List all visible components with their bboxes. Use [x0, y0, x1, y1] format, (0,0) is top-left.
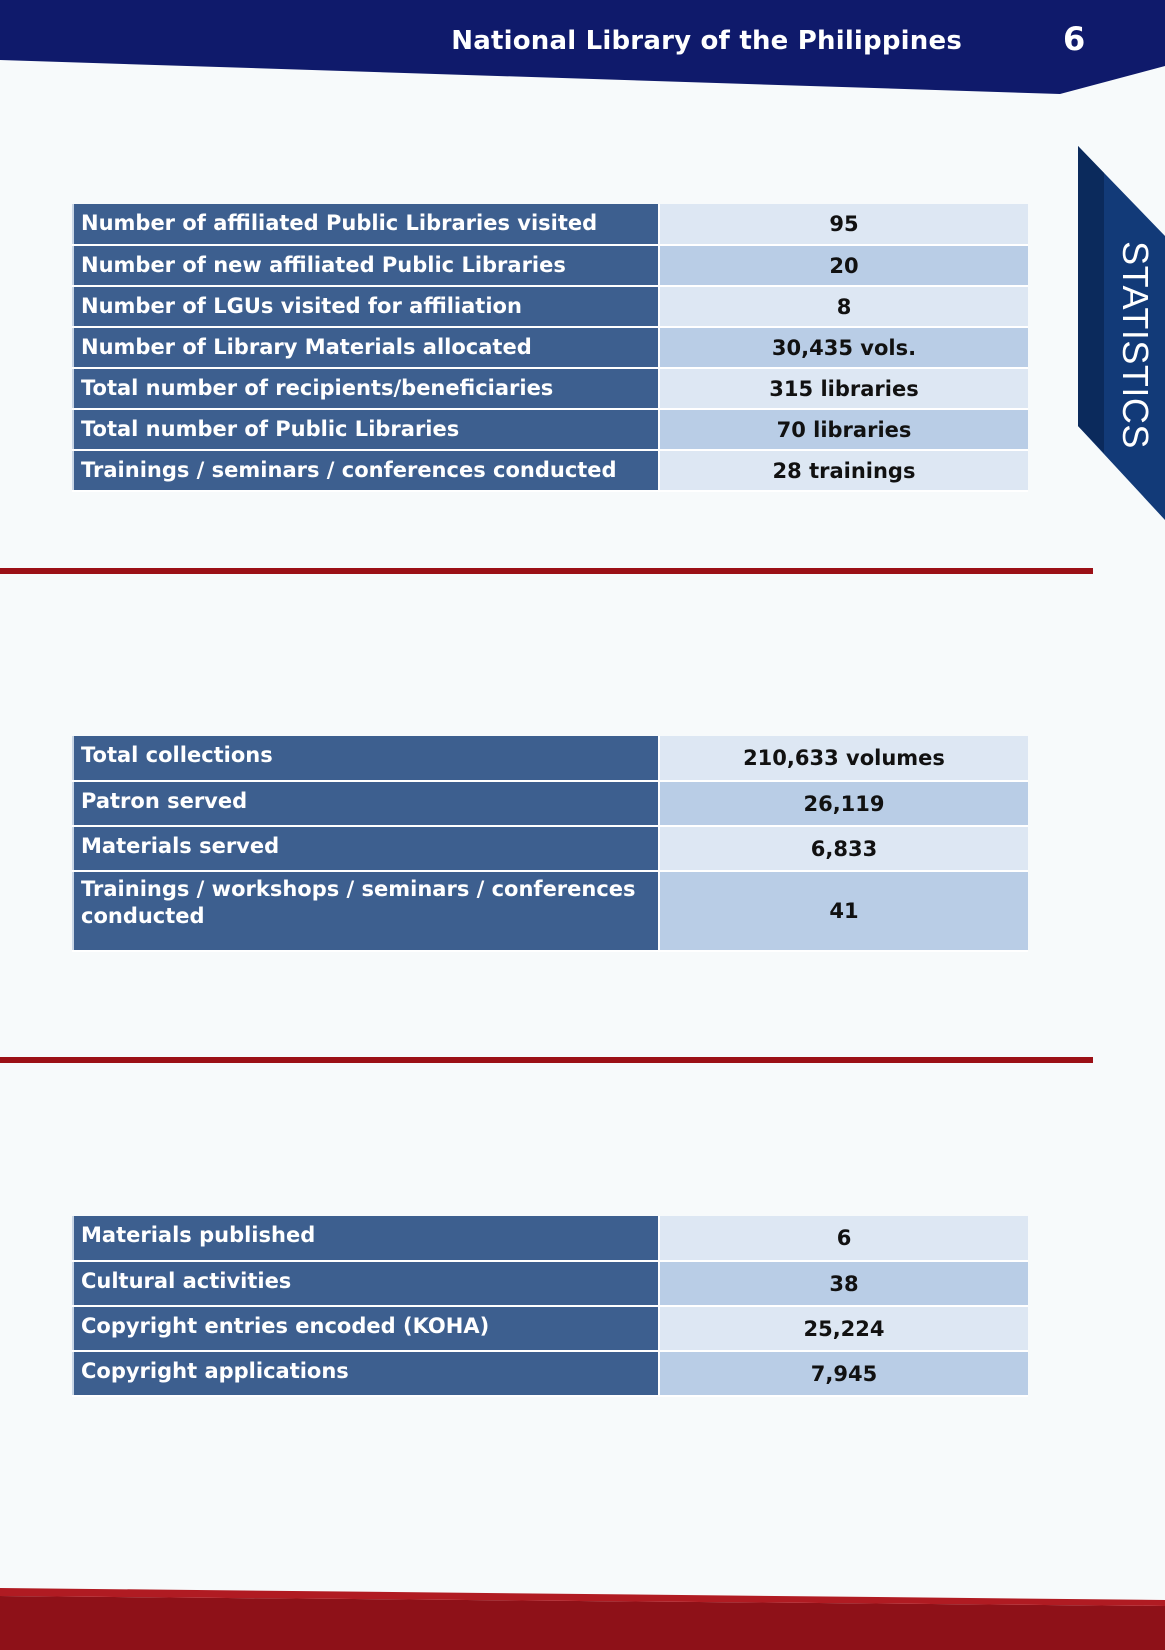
row-label: Copyright applications [73, 1351, 659, 1396]
row-label: Trainings / seminars / conferences conducted [73, 450, 659, 491]
row-value: 41 [659, 871, 1028, 951]
table-row [73, 409, 1028, 450]
row-label: Materials published [73, 1216, 659, 1261]
row-label: Number of LGUs visited for affiliation [73, 286, 659, 327]
section-divider [0, 1057, 1093, 1063]
public-libraries-stats-table [72, 204, 1028, 492]
table-row [73, 871, 1028, 951]
row-label: Cultural activities [73, 1261, 659, 1306]
section-divider [0, 568, 1093, 574]
table-row [73, 245, 1028, 286]
publications-stats-table [72, 1216, 1028, 1397]
row-label: Number of Library Materials allocated [73, 327, 659, 368]
row-value: 70 libraries [659, 409, 1028, 450]
header-title: National Library of the Philippines [451, 26, 962, 56]
table-row [73, 826, 1028, 871]
row-value: 6,833 [659, 826, 1028, 871]
table-row [73, 368, 1028, 409]
row-label: Trainings / workshops / seminars / conferences conducted [73, 871, 659, 951]
table-row [73, 204, 1028, 245]
row-value: 30,435 vols. [659, 327, 1028, 368]
row-value: 315 libraries [659, 368, 1028, 409]
table-row [73, 736, 1028, 781]
side-tab-label: STATISTICS [1115, 241, 1156, 449]
table-row [73, 1306, 1028, 1351]
row-label: Patron served [73, 781, 659, 826]
row-value: 8 [659, 286, 1028, 327]
row-label: Total collections [73, 736, 659, 781]
row-value: 6 [659, 1216, 1028, 1261]
table-row [73, 781, 1028, 826]
row-label: Number of new affiliated Public Libraries [73, 245, 659, 286]
table-row [73, 327, 1028, 368]
row-label: Total number of recipients/beneficiaries [73, 368, 659, 409]
table-row [73, 1216, 1028, 1261]
row-value: 38 [659, 1261, 1028, 1306]
row-value: 25,224 [659, 1306, 1028, 1351]
row-value: 28 trainings [659, 450, 1028, 491]
table-row [73, 450, 1028, 491]
row-value: 210,633 volumes [659, 736, 1028, 781]
row-value: 20 [659, 245, 1028, 286]
table-row [73, 1261, 1028, 1306]
row-label: Copyright entries encoded (KOHA) [73, 1306, 659, 1351]
table-row [73, 1351, 1028, 1396]
row-value: 95 [659, 204, 1028, 245]
page-number: 6 [1063, 20, 1086, 58]
row-label: Materials served [73, 826, 659, 871]
footer-band [0, 1588, 1165, 1650]
table-row [73, 286, 1028, 327]
row-value: 7,945 [659, 1351, 1028, 1396]
collections-stats-table [72, 736, 1028, 952]
row-value: 26,119 [659, 781, 1028, 826]
row-label: Number of affiliated Public Libraries visited [73, 204, 659, 245]
row-label: Total number of Public Libraries [73, 409, 659, 450]
